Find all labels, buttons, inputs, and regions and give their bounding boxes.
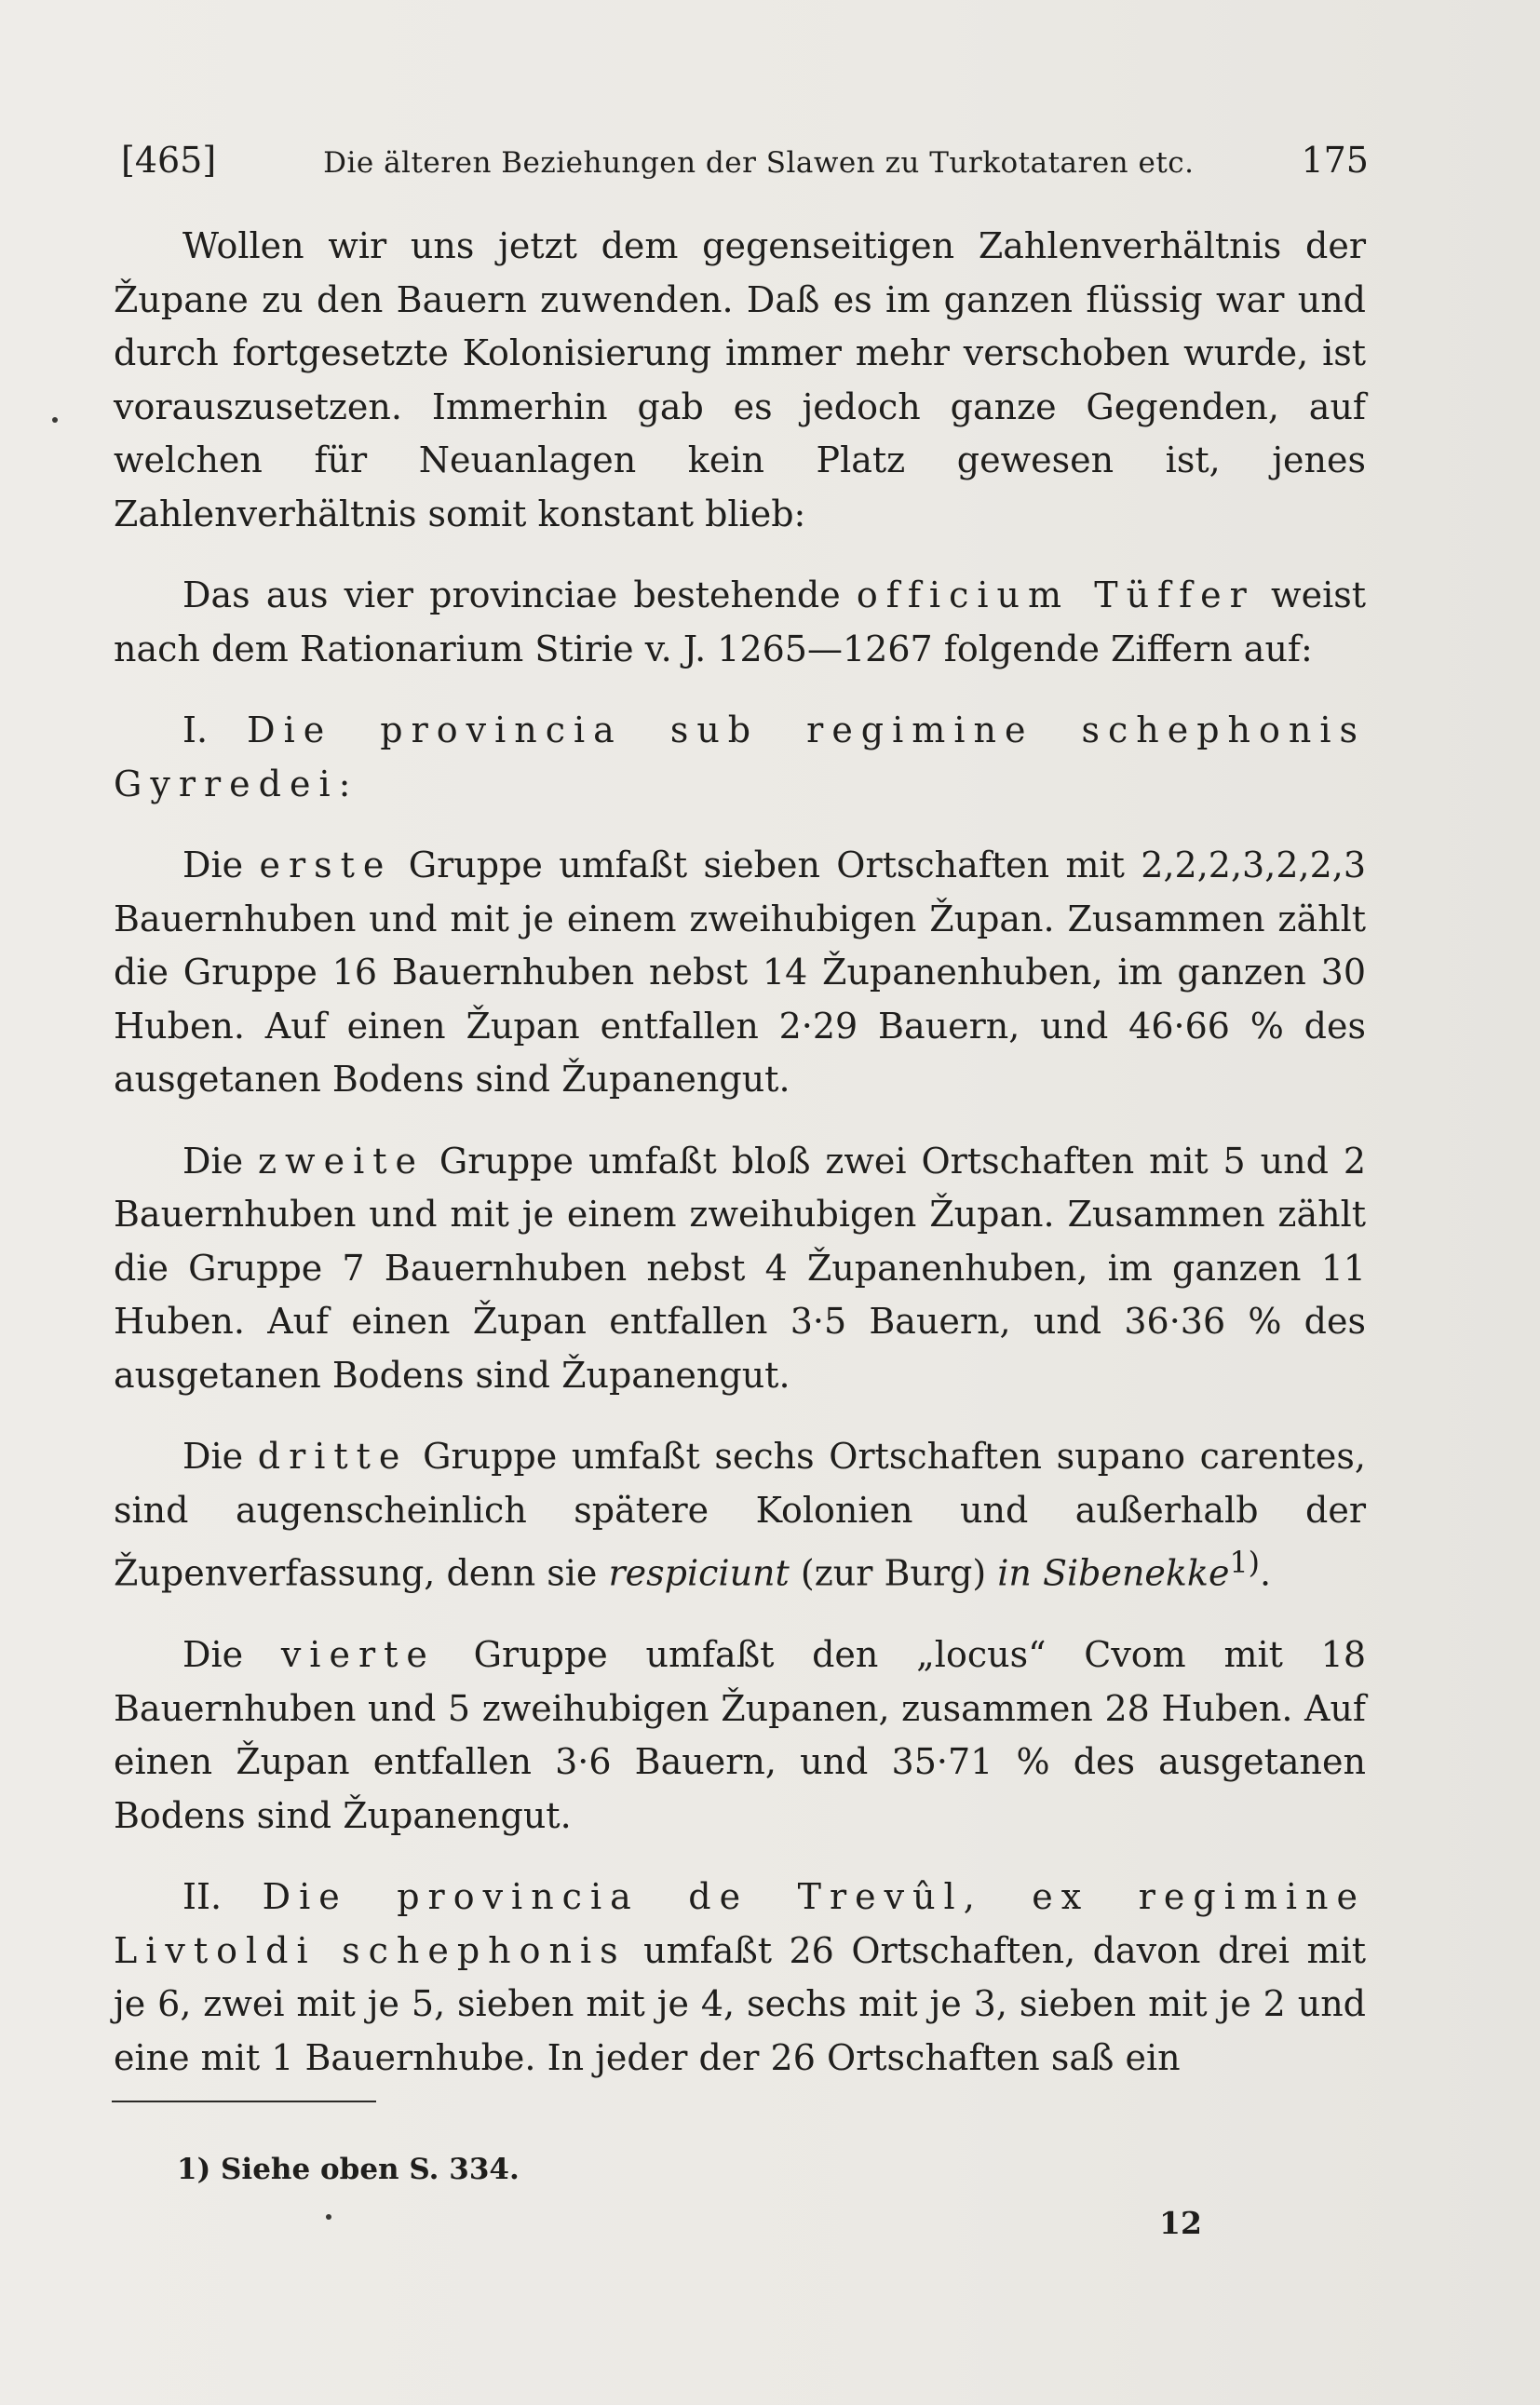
spaced-term: officium Tüffer (856, 574, 1255, 615)
italic-term: in Sibenekke (997, 1552, 1230, 1594)
header-title: Die älteren Beziehungen der Slawen zu Turkotataren etc. (323, 146, 1195, 180)
paper-speck (52, 417, 58, 423)
paragraph-dritte: Die dritte Gruppe umfaßt sechs Ortschaften supano carentes, sind augenscheinlich spätere Kolonien und außerhalb der Župenverfassung, denn sie respiciunt (zur Burg) in Sibenekke$^{1)}$. (114, 1436, 1367, 1594)
running-header (121, 140, 1369, 181)
paragraph-zweite: Die zweite Gruppe umfaßt bloß zwei Ortschaften mit 5 und 2 Bauernhuben und mit je einem zweihubigen Župan. Zusammen zählt die Gruppe 7 Bauernhuben nebst 4 Županenhuben, im ganzen 11 Huben. Auf einen Župan entfallen 3·5 Bauern, und 36·36 % des ausgetanen Bodens sind Županengut. (114, 1140, 1366, 1396)
paragraph-2: Das aus vier provinciae bestehende officium Tüffer weist nach dem Rationarium Stirie v. J. 1265—1267 folgende Ziffern auf: (114, 574, 1366, 669)
spaced-term: erste (259, 844, 393, 885)
page-number: 175 (1301, 140, 1369, 181)
sheet-signature: 12 (1159, 2205, 1202, 2241)
spaced-term: Die provincia de Trevûl, ex regimine Livtoldi schephonis (114, 1876, 1366, 1971)
spaced-term: zweite (258, 1140, 425, 1182)
header-bracket-number: [465] (121, 140, 217, 181)
spaced-term: Die provincia sub regimine schephonis Gyrredei: (114, 709, 1367, 804)
spaced-term: vierte (280, 1634, 436, 1676)
footnote-divider (112, 2101, 376, 2102)
paragraph-erste: Die erste Gruppe umfaßt sieben Ortschaften mit 2,2,2,3,2,2,3 Bauernhuben und mit je einem zweihubigen Župan. Zusammen zählt die Gruppe 16 Bauernhuben nebst 14 Županenhuben, im ganzen 30 Huben. Auf einen Župan entfallen 2·29 Bauern, und 46·66 % des ausgetanen Bodens sind Županengut. (114, 844, 1367, 1100)
section-heading-1: I. Die provincia sub regimine schephonis Gyrredei: (114, 709, 1367, 804)
paragraph-1: Wollen wir uns jetzt dem gegenseitigen Zahlenverhältnis der Župane zu den Bauern zuwenden. Daß es im ganzen flüssig war und durch fortgesetzte Kolonisierung immer mehr verschoben wurde, ist vorauszusetzen. Immerhin gab es jedoch ganze Gegenden, auf welchen für Neuanlagen kein Platz gewesen ist, jenes Zahlenverhältnis somit konstant blieb: (114, 225, 1366, 534)
spaced-term: dritte (257, 1436, 409, 1477)
body-text (114, 220, 1366, 2113)
section-heading-2: II. Die provincia de Trevûl, ex regimine Livtoldi schephonis umfaßt 26 Ortschaften, davon drei mit je 6, zwei mit je 5, sieben mit je 4, sechs mit je 3, sieben mit je 2 und eine mit 1 Bauernhube. In jeder der 26 Ortschaften saß ein (114, 1876, 1367, 2078)
footnote-marker: 1) (1229, 1547, 1260, 1580)
paragraph-vierte: Die vierte Gruppe umfaßt den „locus“ Cvom mit 18 Bauernhuben und 5 zweihubigen Županen, zusammen 28 Huben. Auf einen Župan entfallen 3·6 Bauern, und 35·71 % des ausgetanen Bodens sind Županengut. (114, 1634, 1366, 1836)
italic-term: respiciunt (608, 1552, 790, 1594)
paper-speck (326, 2214, 331, 2220)
footnote: 1) Siehe oben S. 334. (177, 2153, 520, 2186)
